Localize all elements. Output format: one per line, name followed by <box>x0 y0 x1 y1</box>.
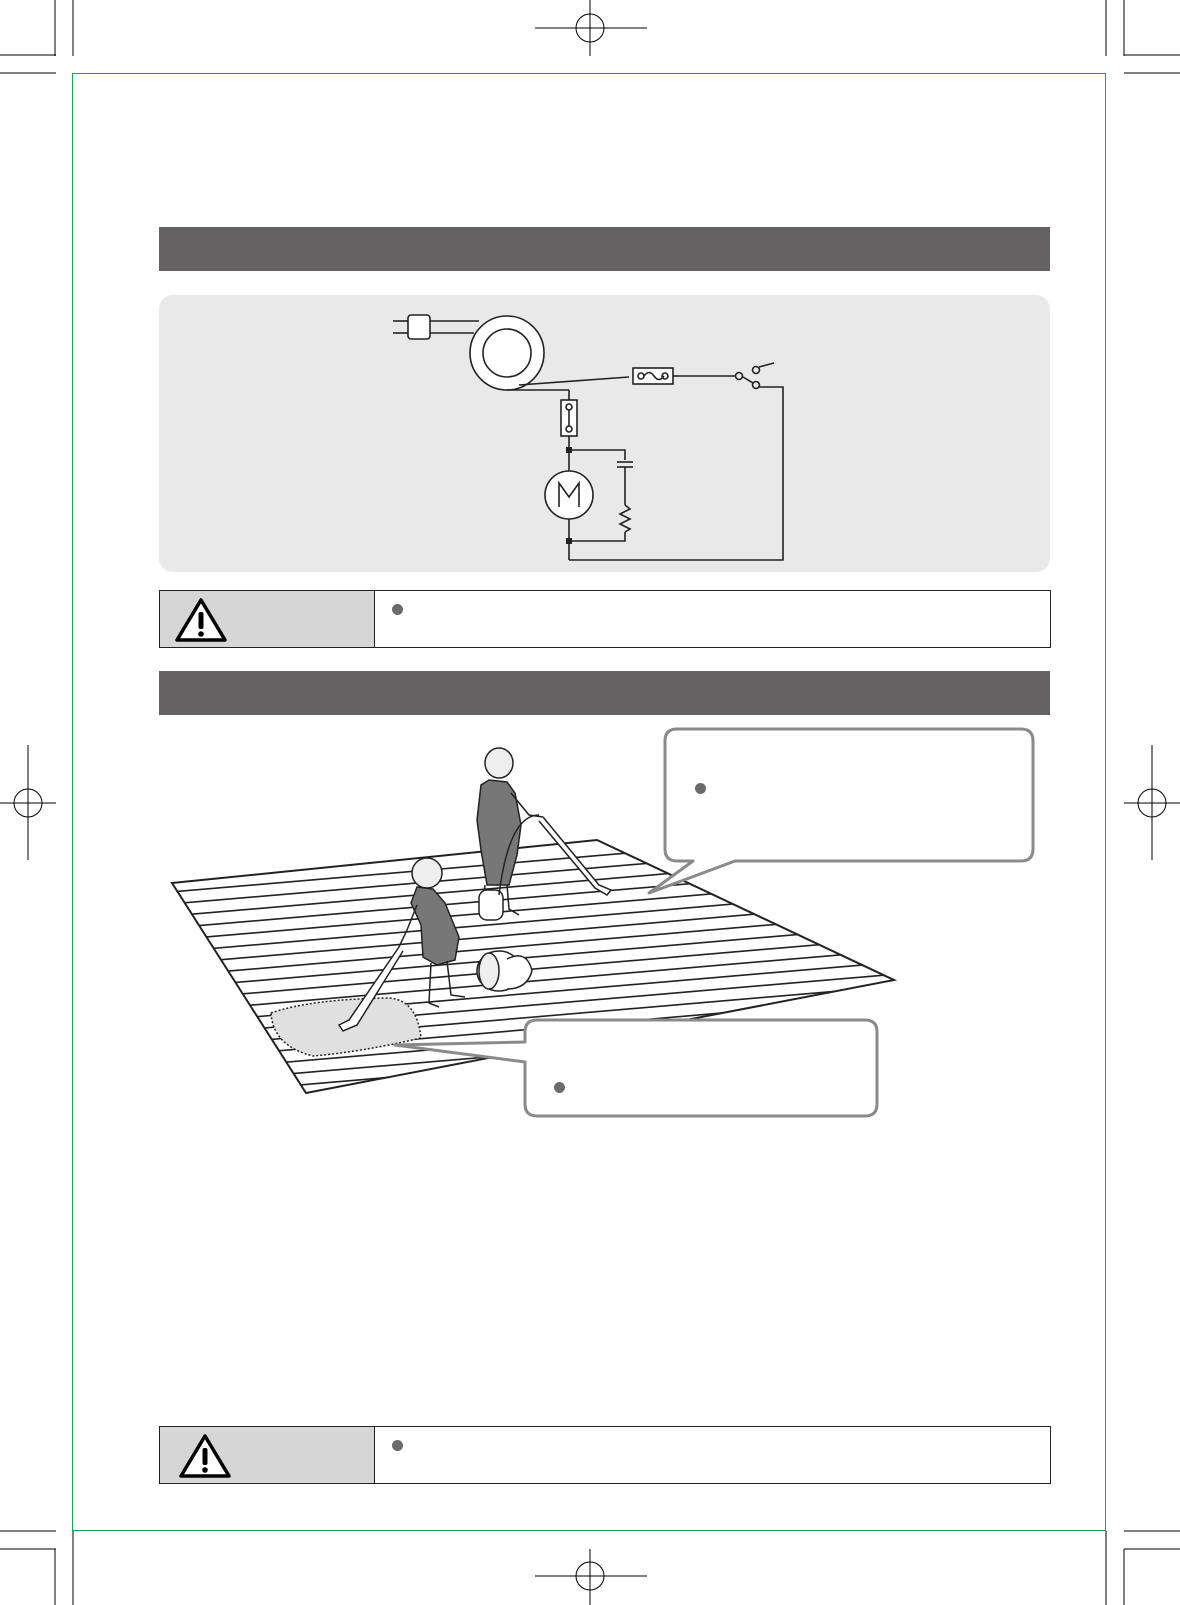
warning-triangle-icon <box>174 596 228 644</box>
fuse-icon <box>633 368 673 384</box>
caution-box-1 <box>159 590 1051 648</box>
section-header-usage <box>159 671 1050 715</box>
caution-text-1 <box>382 591 1042 647</box>
bullet-icon <box>695 783 706 794</box>
bullet-icon <box>554 1082 565 1093</box>
section-header-circuit <box>159 227 1050 271</box>
fuse-icon-vertical <box>561 400 577 436</box>
switch-icon <box>569 363 783 560</box>
cord-reel-icon <box>470 316 629 390</box>
capacitor-icon <box>617 462 633 467</box>
resistor-icon <box>620 505 630 532</box>
plug-icon <box>393 315 479 339</box>
warning-triangle-icon <box>178 1432 232 1480</box>
canister-vacuum <box>477 951 532 991</box>
motor-icon <box>545 471 593 519</box>
caution-label-2 <box>160 1427 375 1483</box>
caution-box-2 <box>159 1426 1051 1484</box>
caution-text-2 <box>382 1427 1042 1483</box>
caution-label-1 <box>160 591 375 647</box>
circuit-diagram <box>159 295 1050 572</box>
callout-1-text-area <box>676 776 1016 856</box>
bullet-icon <box>392 604 403 615</box>
callout-2-text-area <box>541 1075 881 1135</box>
bullet-icon <box>392 1440 403 1451</box>
circuit-diagram-panel <box>159 295 1050 572</box>
